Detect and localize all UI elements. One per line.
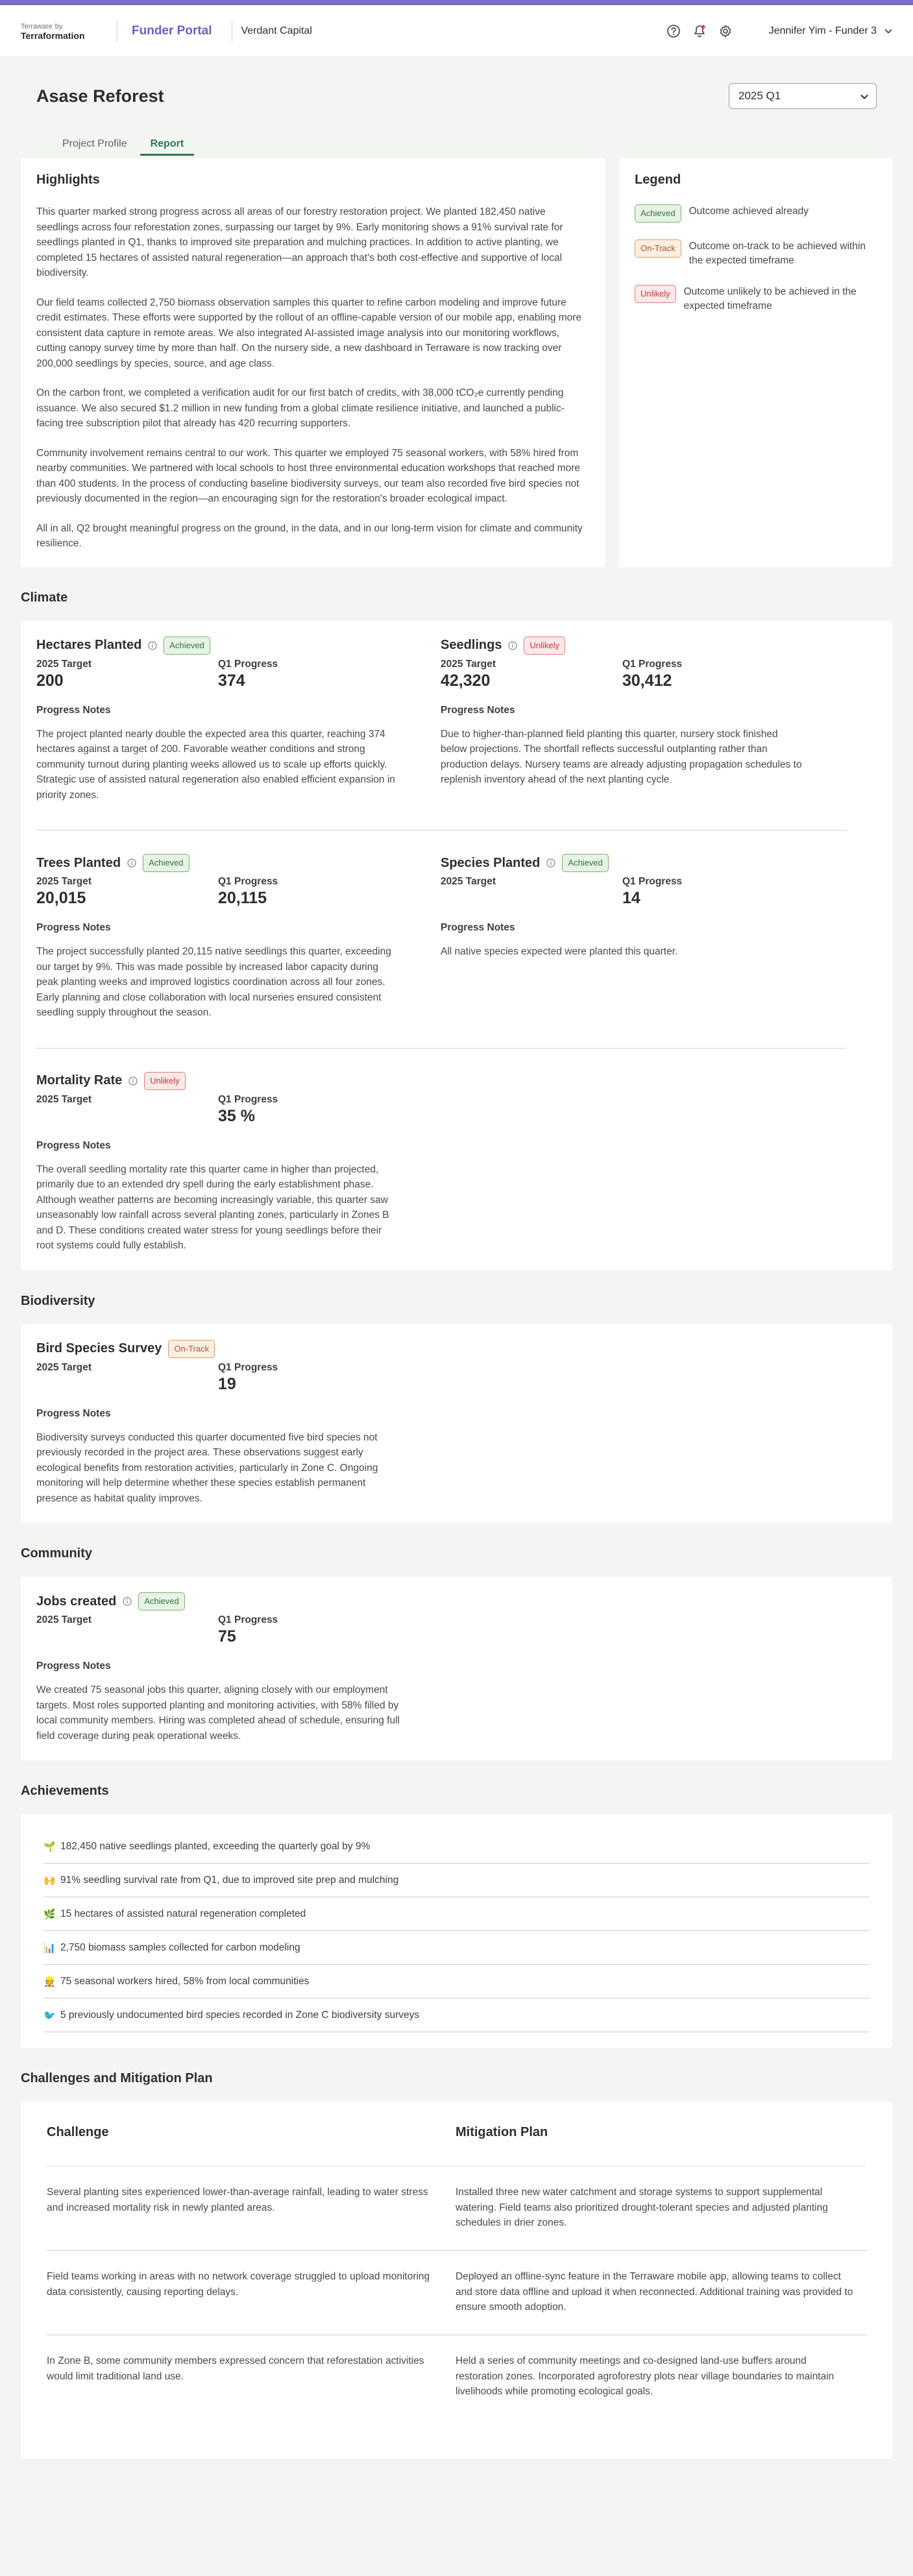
status-badge: Unlikely bbox=[524, 637, 565, 655]
top-bar bbox=[0, 5, 913, 57]
target-value: 20,015 bbox=[36, 889, 86, 907]
challenges-section-title: Challenges and Mitigation Plan bbox=[21, 2071, 213, 2085]
kpi-name: Bird Species Survey bbox=[36, 1341, 162, 1355]
progress-label: Q1 Progress bbox=[622, 876, 683, 887]
divider bbox=[36, 830, 846, 831]
info-icon[interactable] bbox=[123, 1597, 132, 1606]
target-label: 2025 Target bbox=[441, 658, 496, 670]
settings-gear-icon[interactable] bbox=[717, 23, 734, 40]
kpi-trees-planted bbox=[36, 854, 400, 1021]
kpi-mortality-rate bbox=[36, 1072, 400, 1254]
community-card bbox=[21, 1577, 892, 1760]
kpi-hectares-planted bbox=[36, 637, 400, 803]
biodiversity-card bbox=[21, 1324, 892, 1524]
progress-label: Q1 Progress bbox=[622, 658, 683, 670]
kpi-name: Jobs created bbox=[36, 1594, 117, 1609]
challenge-text: Field teams working in areas with no network coverage struggled to upload monitoring data consistently, causing reporting delays. bbox=[47, 2271, 430, 2298]
achievement-item bbox=[43, 1864, 870, 1897]
org-name: Verdant Capital bbox=[241, 25, 312, 36]
notes-label: Progress Notes bbox=[36, 1407, 111, 1419]
achievement-item bbox=[43, 1965, 870, 1999]
highlights-card bbox=[21, 158, 605, 567]
target-label: 2025 Target bbox=[441, 876, 496, 887]
legend-item bbox=[635, 239, 877, 268]
seedling-icon: 🌱 bbox=[43, 1841, 56, 1853]
mitigation-column-header: Mitigation Plan bbox=[456, 2125, 548, 2139]
status-badge: On-Track bbox=[168, 1340, 215, 1358]
progress-label: Q1 Progress bbox=[218, 658, 278, 670]
progress-value: 14 bbox=[622, 889, 640, 907]
herb-icon: 🌿 bbox=[43, 1908, 56, 1920]
logo-line2: Terraformation bbox=[21, 30, 85, 41]
period-select[interactable] bbox=[729, 83, 877, 109]
kpi-name: Species Planted bbox=[441, 855, 541, 870]
progress-label: Q1 Progress bbox=[218, 1361, 278, 1373]
target-value: 42,320 bbox=[441, 671, 491, 690]
progress-value: 75 bbox=[218, 1627, 236, 1646]
notes-label: Progress Notes bbox=[36, 922, 111, 933]
kpi-jobs-created bbox=[36, 1592, 400, 1744]
challenge-text: In Zone B, some community members expressed concern that reforestation activities would limit traditional land use. bbox=[47, 2355, 424, 2382]
kpi-name: Hectares Planted bbox=[36, 638, 142, 652]
bird-icon: 🐦 bbox=[43, 2010, 56, 2021]
status-badge: Achieved bbox=[143, 854, 189, 872]
progress-notes: The project planted nearly double the expected area this quarter, reaching 374 hectares against a target of 200. Favorable weather conditions and strong community turnout during planting weeks allowed us to scale up efforts quickly. Strategic use of assisted natural regeneration also enabled efficient expansion in priority zones. bbox=[36, 728, 395, 801]
info-icon[interactable] bbox=[148, 641, 157, 650]
status-badge: Achieved bbox=[562, 854, 608, 872]
highlights-paragraph: This quarter marked strong progress across all areas of our forestry restoration project. We planted 182,450 native seedlings across four reforestation zones, surpassing our target by 9%. Early monitoring shows a 91% survival rate for seedlings planted in Q1, thanks to improved site preparation and mulching practices. In addition to active planting, we completed 15 hectares of assisted natural regeneration—an approach that's both cost-effective and supportive of local biodiversity. bbox=[36, 206, 563, 278]
achievements-section-title: Achievements bbox=[21, 1784, 109, 1798]
top-accent-stripe bbox=[0, 0, 913, 5]
challenges-table-header bbox=[47, 2125, 866, 2167]
progress-value: 20,115 bbox=[218, 889, 267, 907]
chevron-down-icon bbox=[884, 25, 892, 37]
kpi-species-planted bbox=[441, 854, 804, 1021]
tab-report[interactable]: Report bbox=[140, 138, 195, 156]
achievement-text: 182,450 native seedlings planted, exceeding the quarterly goal by 9% bbox=[60, 1840, 371, 1852]
status-badge-unlikely: Unlikely bbox=[635, 285, 676, 303]
legend-description: Outcome achieved already bbox=[688, 206, 809, 217]
portal-title: Funder Portal bbox=[132, 23, 212, 38]
logo-line1: Terraware bbox=[21, 23, 53, 31]
progress-notes: Biodiversity surveys conducted this quarter documented five bird species not previously recorded in the project area. These observations suggest early ecological benefits from restoration activities, particularly in Zone C. Ongoing monitoring will help determine whether these species establish permanent presence as habitat quality improves. bbox=[36, 1431, 378, 1504]
achievement-item bbox=[43, 1999, 870, 2032]
biodiversity-section-title: Biodiversity bbox=[21, 1293, 95, 1308]
info-icon[interactable] bbox=[128, 1076, 138, 1086]
bottom-spacer bbox=[21, 2459, 892, 2482]
highlights-title: Highlights bbox=[36, 173, 100, 187]
highlights-paragraph: On the carbon front, we completed a verification audit for our first batch of credits, with 38,000 tCO₂e currently pending issuance. We also secured $1.2 million in new funding from a global climate resilience initiative, and launched a public-facing tree subscription pilot that already has 420 recurring supporters. bbox=[36, 387, 565, 429]
progress-value: 19 bbox=[218, 1374, 236, 1393]
help-icon[interactable] bbox=[665, 23, 682, 40]
target-value: 200 bbox=[36, 671, 64, 690]
legend-item bbox=[635, 204, 877, 223]
notes-label: Progress Notes bbox=[441, 704, 515, 716]
legend-item bbox=[635, 285, 877, 313]
divider bbox=[36, 1048, 846, 1049]
info-icon[interactable] bbox=[546, 858, 555, 868]
page-title: Asase Reforest bbox=[36, 86, 164, 106]
info-icon[interactable] bbox=[127, 858, 136, 868]
table-row bbox=[47, 2251, 866, 2335]
mitigation-text: Installed three new water catchment and storage systems to support supplemental watering. Field teams also prioritized drought-tolerant species and adjusted planting schedules in drier zones. bbox=[456, 2187, 828, 2228]
notes-label: Progress Notes bbox=[441, 922, 515, 933]
status-badge: Unlikely bbox=[144, 1072, 186, 1090]
progress-label: Q1 Progress bbox=[218, 1614, 278, 1625]
period-value: 2025 Q1 bbox=[738, 90, 781, 102]
table-row bbox=[47, 2167, 866, 2251]
worker-icon: 👷 bbox=[43, 1976, 56, 1987]
climate-card bbox=[21, 621, 892, 1270]
challenge-column-header: Challenge bbox=[47, 2125, 109, 2139]
notes-label: Progress Notes bbox=[36, 1660, 111, 1671]
kpi-name: Seedlings bbox=[441, 638, 502, 652]
progress-value: 374 bbox=[218, 671, 245, 690]
target-label: 2025 Target bbox=[36, 1614, 92, 1625]
achievement-item bbox=[43, 1897, 870, 1931]
community-section-title: Community bbox=[21, 1546, 92, 1561]
status-badge: Achieved bbox=[138, 1592, 184, 1610]
raised-hands-icon: 🙌 bbox=[43, 1875, 56, 1886]
target-label: 2025 Target bbox=[36, 658, 92, 670]
climate-section-title: Climate bbox=[21, 590, 68, 605]
progress-notes: All native species expected were planted this quarter. bbox=[441, 946, 678, 957]
progress-notes: The project successfully planted 20,115 native seedlings this quarter, exceeding our target by 9%. This was made possible by increased labor capacity during peak planting weeks and improved logistics coordination across all four zones. Early planning and close collaboration with local nurseries ensured consistent seedling supply throughout the season. bbox=[36, 946, 391, 1018]
target-label: 2025 Target bbox=[36, 1093, 92, 1105]
status-badge-achieved: Achieved bbox=[635, 204, 681, 223]
achievement-text: 5 previously undocumented bird species recorded in Zone C biodiversity surveys bbox=[60, 2009, 420, 2021]
notes-label: Progress Notes bbox=[36, 1139, 111, 1151]
highlights-paragraph: Our field teams collected 2,750 biomass observation samples this quarter to refine carbon modeling and improve future credit estimates. These efforts were supported by the rollout of an offline-capable version of our mobile app, enabling more consistent data capture in remote areas. We also integrated AI-assisted image analysis into our monitoring workflows, cutting canopy survey time by more than half. On the nursery side, a new dashboard in Terraware is now tracking over 200,000 seedlings by species, source, and age class. bbox=[36, 297, 582, 369]
highlights-paragraph: Community involvement remains central to our work. This quarter we employed 75 seasonal workers, with 58% hired from nearby communities. We partnered with local schools to host three environmental education workshops that reached more than 400 students. In the process of conducting baseline biodiversity surveys, our team also recorded five bird species not previously documented in the region—an encouraging sign for the restoration's broader ecological impact. bbox=[36, 447, 581, 504]
tab-project-profile[interactable]: Project Profile bbox=[62, 138, 127, 149]
table-row bbox=[47, 2335, 866, 2420]
progress-notes: Due to higher-than-planned field planting this quarter, nursery stock finished below projections. The shortfall reflects successful outplanting rather than production delays. Nursery teams are already adjusting propagation schedules to replenish inventory ahead of the next planting cycle. bbox=[441, 728, 802, 785]
bar-chart-icon: 📊 bbox=[43, 1942, 56, 1954]
legend-title: Legend bbox=[635, 173, 681, 187]
chevron-down-icon bbox=[860, 90, 868, 103]
status-badge: Achieved bbox=[164, 637, 210, 655]
info-icon[interactable] bbox=[508, 641, 517, 650]
tab-bar bbox=[21, 135, 892, 156]
kpi-seedlings bbox=[441, 637, 804, 803]
challenge-text: Several planting sites experienced lower-than-average rainfall, leading to water stress and increased mortality risk in newly planted areas. bbox=[47, 2187, 428, 2213]
mitigation-text: Deployed an offline-sync feature in the Terraware mobile app, allowing teams to collect and store data offline and upload it when reconnected. Additional training was provided to ensure smooth adoption. bbox=[456, 2271, 853, 2313]
logo-by: by bbox=[55, 23, 63, 31]
achievement-item bbox=[43, 1931, 870, 1965]
progress-value: 30,412 bbox=[622, 671, 672, 690]
legend-description: Outcome on-track to be achieved within the expected timeframe bbox=[688, 241, 866, 266]
achievement-text: 15 hectares of assisted natural regeneration completed bbox=[60, 1908, 306, 1919]
notifications-bell-icon[interactable] bbox=[691, 23, 708, 40]
target-label: 2025 Target bbox=[36, 1361, 92, 1373]
kpi-name: Trees Planted bbox=[36, 855, 121, 870]
achievement-text: 75 seasonal workers hired, 58% from local communities bbox=[60, 1975, 310, 1987]
progress-label: Q1 Progress bbox=[218, 1093, 278, 1105]
terraware-logo[interactable] bbox=[21, 21, 110, 41]
progress-value: 35 % bbox=[218, 1106, 255, 1125]
progress-label: Q1 Progress bbox=[218, 876, 278, 887]
achievement-item bbox=[43, 1830, 870, 1864]
legend-card bbox=[619, 158, 892, 567]
mitigation-text: Held a series of community meetings and co-designed land-use buffers around restoration zones. Incorporated agroforestry plots near village boundaries to maintain livelihoods while promoting ecological goals. bbox=[456, 2355, 834, 2397]
achievements-card bbox=[21, 1814, 892, 2048]
achievement-text: 91% seedling survival rate from Q1, due to improved site prep and mulching bbox=[60, 1874, 399, 1886]
kpi-bird-species-survey bbox=[36, 1340, 400, 1507]
user-name: Jennifer Yim - Funder 3 bbox=[768, 25, 877, 36]
user-menu[interactable] bbox=[769, 25, 892, 37]
achievement-text: 2,750 biomass samples collected for carbon modeling bbox=[60, 1941, 300, 1953]
progress-notes: We created 75 seasonal jobs this quarter, aligning closely with our employment targets. Most roles supported planting and monitoring activities, with 58% filled by local community members. Hiring was completed ahead of schedule, ensuring full field coverage during peak operational weeks. bbox=[36, 1684, 400, 1742]
kpi-name: Mortality Rate bbox=[36, 1073, 123, 1088]
target-label: 2025 Target bbox=[36, 876, 92, 887]
highlights-paragraph: All in all, Q2 brought meaningful progress on the ground, in the data, and in our long-term vision for climate and community resilience. bbox=[36, 522, 583, 549]
notes-label: Progress Notes bbox=[36, 704, 111, 716]
progress-notes: The overall seedling mortality rate this quarter came in higher than projected, primarily due to an extended dry spell during the early establishment phase. Although weather patterns are becoming increasingly variable, this quarter saw unseasonably low rainfall across several planting zones, particularly in Zones B and D. These conditions created water stress for young seedlings before their root systems could fully establish. bbox=[36, 1163, 389, 1251]
status-badge-on-track: On-Track bbox=[635, 239, 681, 258]
legend-description: Outcome unlikely to be achieved in the expected timeframe bbox=[683, 286, 857, 311]
challenges-card bbox=[21, 2102, 892, 2459]
